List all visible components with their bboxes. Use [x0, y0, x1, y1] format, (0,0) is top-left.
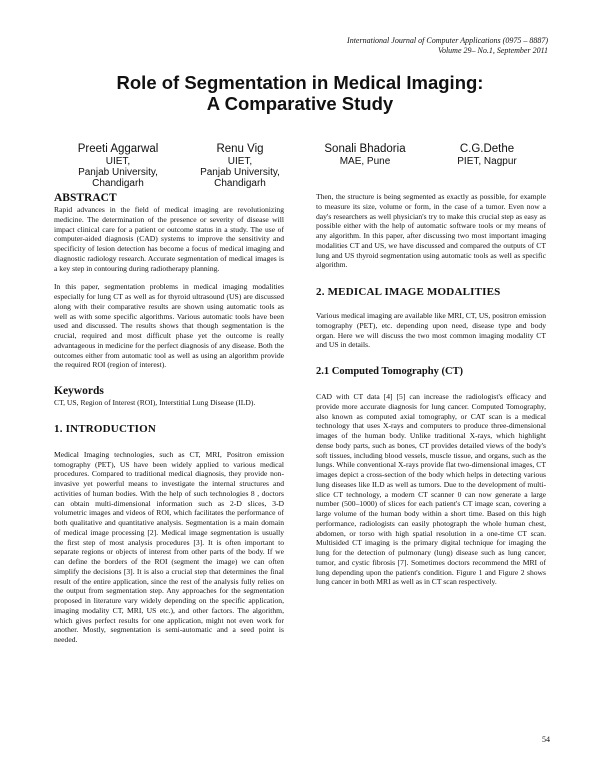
author-affiliation: MAE, Pune	[339, 156, 391, 167]
body-paragraph: Various medical imaging are available like MRI, CT, US, positron emission tomography (PET), etc. depending upon need, disease type and body organ. Here we will discuss the two most common imaging modality CT and US in details.	[316, 311, 546, 350]
author-3	[305, 143, 425, 167]
author-affiliation: Chandigarh	[92, 178, 144, 189]
title-line-1: Role of Segmentation in Medical Imaging:	[116, 72, 484, 93]
journal-volume: Volume 29– No.1, September 2011	[437, 46, 548, 55]
author-affiliation: Chandigarh	[214, 178, 266, 189]
author-2	[185, 143, 295, 189]
paper-title	[0, 72, 600, 114]
abstract-paragraph: In this paper, segmentation problems in medical imaging modalities especially for lung CT as well as for thyroid ultrasound (US) are discussed along with their comparative results are shown using automatic tools as well as with some specific algorithms. Various automatic tools have been used and discussed. The results shows that though segmentation is the crucial, required and most difficult phase yet the outcome is really advantageous in medicine for the perfect diagnosis of any disease. Both the outcomes either from automatic tool as well as using an algorithm provide the required ROI (region of interest).	[54, 282, 284, 370]
author-name: Renu Vig	[216, 143, 264, 155]
author-name: C.G.Dethe	[459, 143, 515, 155]
author-name: Sonali Bhadoria	[324, 143, 406, 155]
author-affiliation: PIET, Nagpur	[457, 156, 517, 167]
author-affiliation: Panjab University,	[200, 167, 280, 178]
section-2-heading: 2. MEDICAL IMAGE MODALITIES	[316, 286, 501, 298]
author-4	[432, 143, 542, 167]
page-number: 54	[542, 735, 550, 744]
journal-name: International Journal of Computer Applications (0975 – 8887)	[347, 36, 548, 45]
right-column	[316, 192, 546, 587]
abstract-heading: ABSTRACT	[54, 192, 117, 204]
author-name: Preeti Aggarwal	[77, 143, 159, 155]
left-column	[54, 192, 284, 645]
keywords-heading: Keywords	[54, 385, 104, 397]
journal-header	[347, 36, 548, 56]
abstract-paragraph: Rapid advances in the field of medical imaging are revolutionizing medicine. The determination of the presence or severity of disease will impact clinical care for a patient or outcome status in a study. The use of computer-aided diagnosis (CAD) systems to improve the sensitivity and specificity of lesion detection has become a focus of medical imaging and diagnostic radiology research. Accurate segmentation of medical images is a key step in contouring during radiotherapy planning.	[54, 205, 284, 273]
keywords-text: CT, US, Region of Interest (ROI), Interstitial Lung Disease (ILD).	[54, 398, 256, 407]
title-line-2: A Comparative Study	[206, 93, 394, 114]
section-2-1-heading: 2.1 Computed Tomography (CT)	[316, 366, 464, 377]
author-1	[58, 143, 178, 189]
intro-heading: 1. INTRODUCTION	[54, 422, 157, 435]
author-affiliation: UIET,	[105, 156, 131, 167]
body-paragraph: CAD with CT data [4] [5] can increase the radiologist's efficacy and provide more accurate diagnosis for lung cancer. Computed Tomography, also known as computed axial tomography, or CAT scan is a medical technology that uses X-rays and computers to produce three-dimensional images of the human body. Unlike traditional X-rays, which highlight dense body parts, such as bones, CT provides detailed views of the body's soft tissues, including blood vessels, muscle tissue, and organs, such as the lungs. While conventional X-rays provide flat two-dimensional images, CT images depict a cross-section of the body which helps in detecting various lung diseases like ILD as well as tumors. Due to the development of multi-slice CT technology, a modern CT scanner 0 can now generate a large number (500–1000) of slices for each patient's CT image scan, covering a large volume of the human body within a short time. Based on this high performance, radiologists can easily photograph the whole human chest, abdomen, or torso with high spatial resolution in a one-time CT scan. Multisided CT imaging is the primary digital technique for imaging the lung for the detection of pulmonary (lung) disease such as lung cancer, tumor, and cystic fibrosis [7]. Sometimes doctors recommend the MRI of lung depending upon the patient's condition. Figure 1 and Figure 2 shows lung cancer in both MRI as well as in CT scan respectively.	[316, 392, 546, 587]
intro-paragraph: Medical Imaging technologies, such as CT, MRI, Positron emission tomography (PET), US have been widely applied to various medical procedures. Compared to traditional medical diagnosis, they provide non-invasive yet powerful means to investigate the internal structures and activities of human bodies. With the help of such technologies 8 , doctors can obtain multi-dimensional information such as 2-D slices, 3-D volumetric images and videos of ROI, which facilitates the performance of both qualitative and quantitative analysis. Segmentation is a main domain of medical image processing [2]. Medical image segmentation is usually the first step of most analysis procedures [3]. It is often important to separate regions or objects of interest from other parts of the body. If we can define the borders of the ROI (segment the image) we can often simplify the decisions [3]. It is also a crucial step that determines the final result of the entire application, since the rest of the analysis fully relies on the output from segmentation step. Any approaches for the segmentation proposed in literature vary widely depending on the specific application, imaging modality CT, MRI, US etc.), and other factors. The algorithm, which gives perfect results for one application, might not even work for another. Mostly, segmentation is semi-automatic and a seed point is needed.	[54, 449, 284, 644]
body-paragraph: Then, the structure is being segmented as exactly as possible, for example to measure its size, volume or form, in the case of a tumor. Even now a day's researchers as well physician's try to make this crucial step as easy as possible either with the help of automatic software tools or my means of any algorithm. In this paper, after discussing two most important imaging modalities CT and US, we have discussed and compared the outputs of CT lung and US thyroid segmentation using automatic tools as well as specific algorithm.	[316, 192, 546, 270]
author-affiliation: Panjab University,	[78, 167, 158, 178]
author-affiliation: UIET,	[227, 156, 253, 167]
